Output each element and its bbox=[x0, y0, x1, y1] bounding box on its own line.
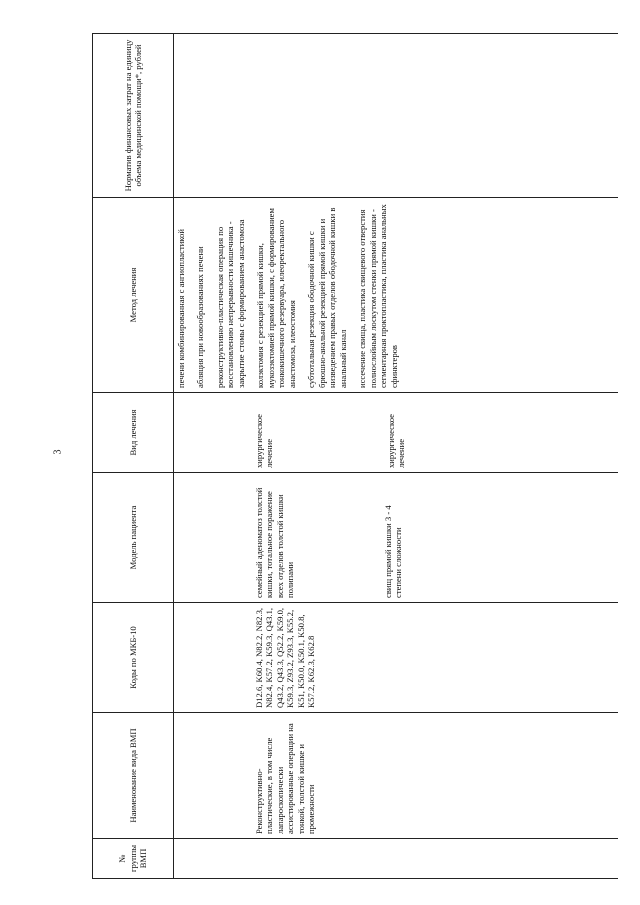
header-treatment-type: Вид лечения bbox=[93, 393, 174, 473]
method-top-1: печени комбинированная с ангиопластикой bbox=[176, 229, 186, 388]
method-2: колэктомия с резекцией прямой кишки, мукозэктомией прямой кишки, с формированием тонкокишечного резервуара, илеоректального анастомоза, илеостомия bbox=[255, 208, 297, 388]
icd-codes-text: D12.6, K60.4, N82.2, N82.3, N82.4, K57.2, K59.3, Q43.1, Q43.2, Q43.3, Q52.2, K59.0, K59.3, Z93.2, Z93.3, K55.2, K51, K50.0, K50.1, K50.8, K57.2, K62.3, K62.8 bbox=[254, 607, 317, 708]
method-1: реконструктивно-пластическая операция по восстановлению непрерывности кишечника - закрытие стомы с формированием анастомоза bbox=[214, 219, 246, 388]
treatment-type-1: хирургическое лечение bbox=[254, 414, 275, 468]
header-treatment-method: Метод лечения bbox=[93, 198, 174, 393]
cell-cost-norm bbox=[174, 34, 619, 198]
header-vmp-name: Наименование вида ВМП bbox=[93, 713, 174, 839]
page-number: 3 bbox=[52, 449, 64, 455]
cell-patient-model bbox=[174, 473, 619, 603]
cell-group-number bbox=[174, 839, 619, 879]
header-group-number: № группы ВМП bbox=[93, 839, 174, 879]
rotated-table-container bbox=[92, 34, 620, 879]
method-top-2: абляция при новообразованиях печени bbox=[195, 246, 206, 388]
treatment-type-2: хирургическое лечение bbox=[385, 414, 407, 468]
patient-model-1: семейный аденоматоз толстой кишки, тотальное поражение всех отделов толстой кишки полипами bbox=[254, 487, 296, 598]
method-4: иссечение свища, пластика свищевого отверстия полнослойным лоскутом стенки прямой кишки - сегментарная проктопластика, пластика анальных сфинктеров bbox=[357, 204, 399, 388]
header-cost-norm: Норматив финансовых затрат на единицу объема медицинской помощи*, рублей bbox=[93, 34, 174, 198]
method-3: субтотальная резекция ободочной кишки с брюшно-анальной резекцией прямой кишки и низведением правых отделов ободочной кишки в анальный канал bbox=[306, 207, 348, 388]
table-row bbox=[174, 34, 619, 879]
patient-model-2: свищ прямой кишки 3 - 4 степени сложности bbox=[382, 505, 404, 598]
cell-treatment-method bbox=[174, 198, 619, 393]
header-patient-model: Модель пациента bbox=[93, 473, 174, 603]
header-icd-codes: Коды по МКБ-10 bbox=[93, 603, 174, 713]
vmp-name-text: Реконструктивно-пластические, в том числе лапароскопически ассистированные операции на тонкой, толстой кишке и промежности bbox=[254, 723, 317, 834]
table-header-row bbox=[93, 34, 174, 879]
cell-vmp-name bbox=[174, 713, 619, 839]
cell-icd-codes bbox=[174, 603, 619, 713]
cell-treatment-type bbox=[174, 393, 619, 473]
vmp-table bbox=[92, 33, 618, 879]
